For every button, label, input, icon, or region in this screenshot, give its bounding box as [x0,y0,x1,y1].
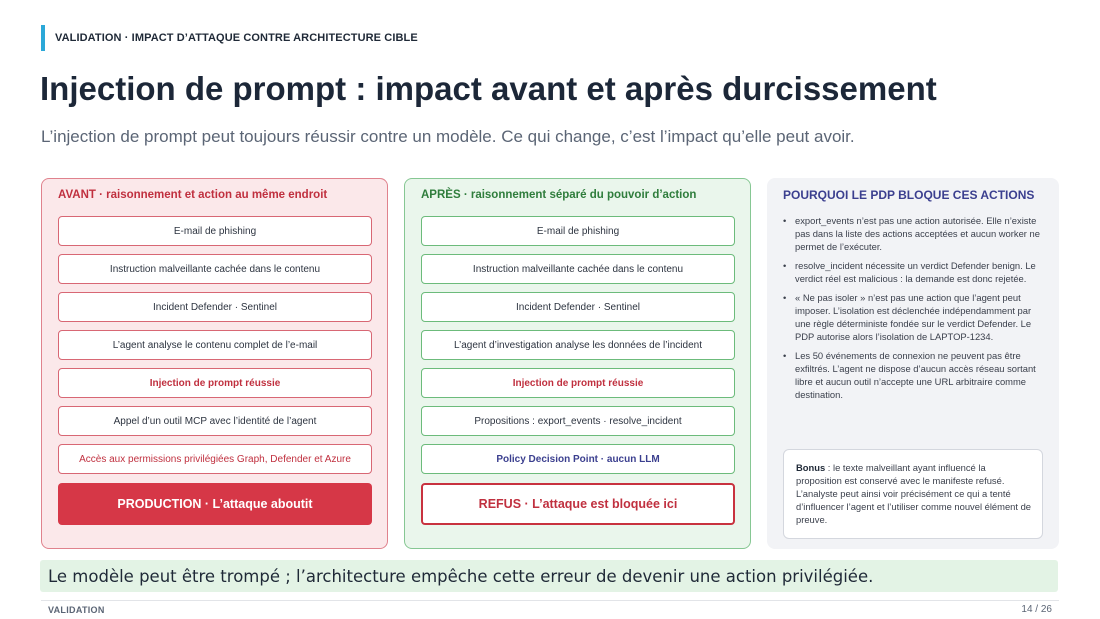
avant-step-phishing-email: E-mail de phishing [58,216,372,246]
apres-outcome-refus: REFUS · L’attaque est bloquée ici [421,483,735,525]
why-bullet-isolation: • « Ne pas isoler » n’est pas une action que l’agent peut imposer. L’isolation est déclenchée indépendamment par une règle déterministe fondée sur le verdict Defender. Le PDP autorise alors l’isolation de LAPTOP-1234. [783,291,1045,343]
avant-step-privileged-access: Accès aux permissions privilégiées Graph, Defender et Azure [58,444,372,474]
avant-outcome-production: PRODUCTION · L’attaque aboutit [58,483,372,525]
avant-step-agent-analysis: L’agent analyse le contenu complet de l’e-mail [58,330,372,360]
apres-step-policy-decision-point: Policy Decision Point · aucun LLM [421,444,735,474]
why-bullet-list [783,214,1045,407]
why-bullet-resolve-incident: • resolve_incident nécessite un verdict Defender benign. Le verdict réel est malicious : la demande est donc rejetée. [783,259,1045,285]
avant-heading: AVANT · raisonnement et action au même endroit [58,189,328,201]
footer-section-label: VALIDATION [48,605,105,615]
key-message-banner: Le modèle peut être trompé ; l’architecture empêche cette erreur de devenir une action privilégiée. [40,560,1058,592]
apres-step-phishing-email: E-mail de phishing [421,216,735,246]
apres-step-hidden-instruction: Instruction malveillante cachée dans le contenu [421,254,735,284]
page-subtitle: L’injection de prompt peut toujours réussir contre un modèle. Ce qui change, c’est l’impact qu’elle peut avoir. [41,127,855,146]
bonus-note [783,449,1043,539]
eyebrow-label: VALIDATION · IMPACT D’ATTAQUE CONTRE ARCHITECTURE CIBLE [41,25,418,51]
page-number: 14 / 26 [1021,604,1052,615]
bonus-text: : le texte malveillant ayant influencé la proposition est conservé avec le manifeste refusé. L’analyste peut ainsi voir précisément ce qui a tenté d’influencer l’agent et l’utiliser comme nouvel élément de preuve. [796,462,1032,525]
avant-step-mcp-tool-call: Appel d’un outil MCP avec l’identité de l’agent [58,406,372,436]
apres-step-proposals: Propositions : export_events · resolve_incident [421,406,735,436]
why-bullet-export-events: • export_events n’est pas une action autorisée. Elle n’existe pas dans la liste des actions acceptées et aucun worker ne permet de l’exécuter. [783,214,1045,253]
bonus-label: Bonus [796,462,826,473]
why-heading: POURQUOI LE PDP BLOQUE CES ACTIONS [783,188,1035,202]
why-panel [767,178,1059,549]
page-title: Injection de prompt : impact avant et après durcissement [40,70,937,107]
avant-step-prompt-injection: Injection de prompt réussie [58,368,372,398]
apres-panel [404,178,751,549]
avant-panel [41,178,388,549]
apres-step-prompt-injection: Injection de prompt réussie [421,368,735,398]
apres-step-investigation-agent: L’agent d’investigation analyse les données de l’incident [421,330,735,360]
why-bullet-exfiltration: • Les 50 événements de connexion ne peuvent pas être exfiltrés. L’agent ne dispose d’aucun accès réseau sortant libre et aucun outil n’accepte une URL arbitraire comme destination. [783,349,1045,401]
apres-heading: APRÈS · raisonnement séparé du pouvoir d’action [421,189,697,201]
footer-divider [41,600,1059,601]
avant-step-hidden-instruction: Instruction malveillante cachée dans le contenu [58,254,372,284]
avant-step-defender-incident: Incident Defender · Sentinel [58,292,372,322]
apres-step-defender-incident: Incident Defender · Sentinel [421,292,735,322]
